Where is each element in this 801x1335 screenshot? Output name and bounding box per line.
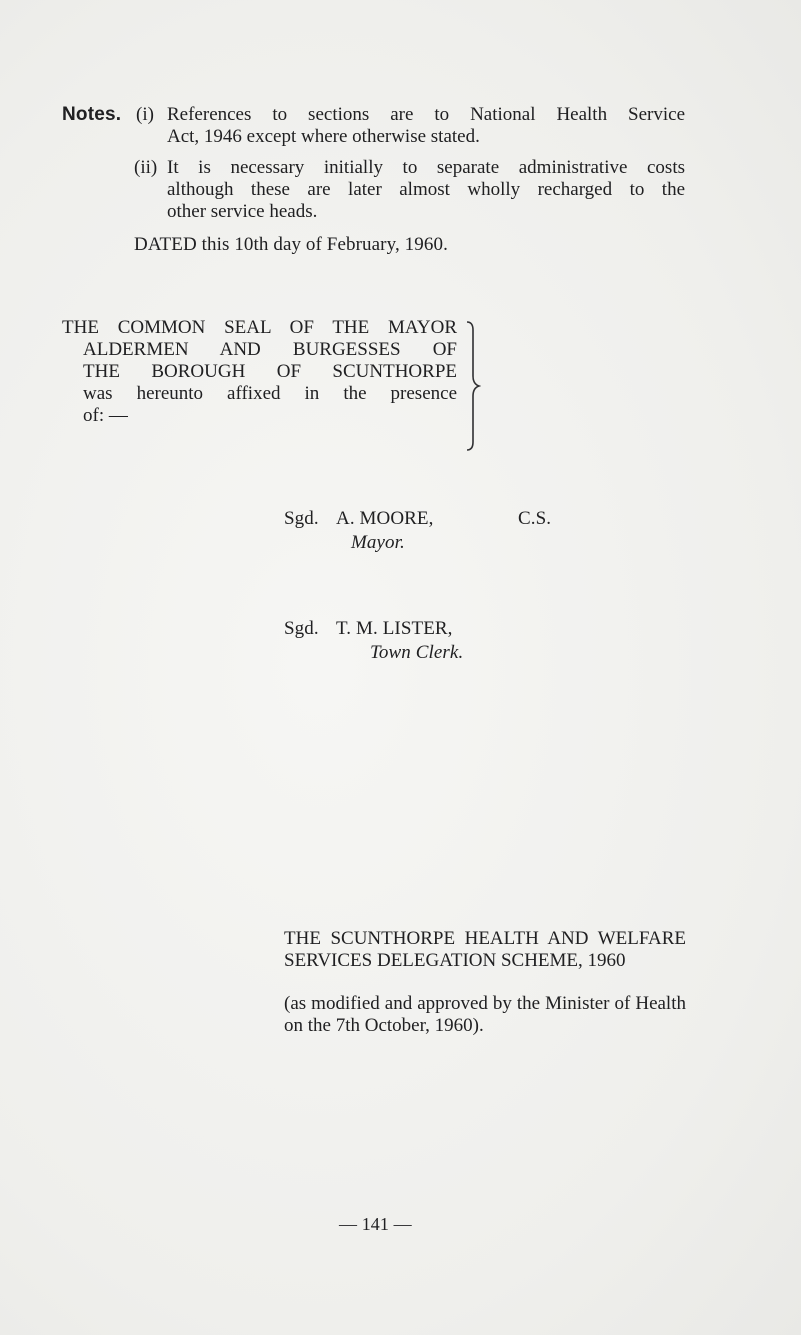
note-1-line-2: Act, 1946 except where otherwise stated. xyxy=(167,126,480,147)
seal-line-3: THE BOROUGH OF SCUNTHORPE xyxy=(83,361,457,382)
note-number-1: (i) xyxy=(136,104,154,125)
seal-line-2: ALDERMEN AND BURGESSES OF xyxy=(83,339,457,360)
seal-line-1: THE COMMON SEAL OF THE MAYOR xyxy=(62,317,457,338)
mayor-sgd: Sgd. xyxy=(284,508,319,529)
clerk-title: Town Clerk. xyxy=(370,642,464,663)
seal-block xyxy=(62,317,457,427)
scheme-subtitle-line-2: on the 7th October, 1960). xyxy=(284,1015,484,1036)
scheme-subtitle-line-1: (as modified and approved by the Minister of Health xyxy=(284,993,686,1014)
dated-line: DATED this 10th day of February, 1960. xyxy=(134,234,448,255)
scheme-title-line-2: SERVICES DELEGATION SCHEME, 1960 xyxy=(284,950,626,971)
seal-line-4: was hereunto affixed in the presence xyxy=(83,383,457,404)
note-2-line-1: It is necessary initially to separate administrative costs xyxy=(167,157,685,178)
mayor-name: A. MOORE, xyxy=(336,508,434,529)
notes-label: Notes. xyxy=(62,104,122,125)
note-2-line-2: although these are later almost wholly recharged to the xyxy=(167,179,685,200)
scheme-subtitle xyxy=(284,993,686,1037)
curly-brace-icon xyxy=(465,320,481,452)
scheme-title xyxy=(284,928,686,972)
note-number-2: (ii) xyxy=(134,157,158,178)
clerk-name: T. M. LISTER, xyxy=(336,618,453,639)
clerk-sgd: Sgd. xyxy=(284,618,319,639)
mayor-title: Mayor. xyxy=(351,532,405,553)
seal-line-5: of: — xyxy=(83,405,128,426)
note-2-line-3: other service heads. xyxy=(167,201,318,222)
common-seal-mark: C.S. xyxy=(518,508,552,529)
page-number: — 141 — xyxy=(339,1214,412,1234)
note-1-line-1: References to sections are to National Health Service xyxy=(167,104,685,125)
note-text-1 xyxy=(167,104,685,148)
scheme-title-line-1: THE SCUNTHORPE HEALTH AND WELFARE xyxy=(284,928,686,949)
note-text-2 xyxy=(167,157,685,223)
